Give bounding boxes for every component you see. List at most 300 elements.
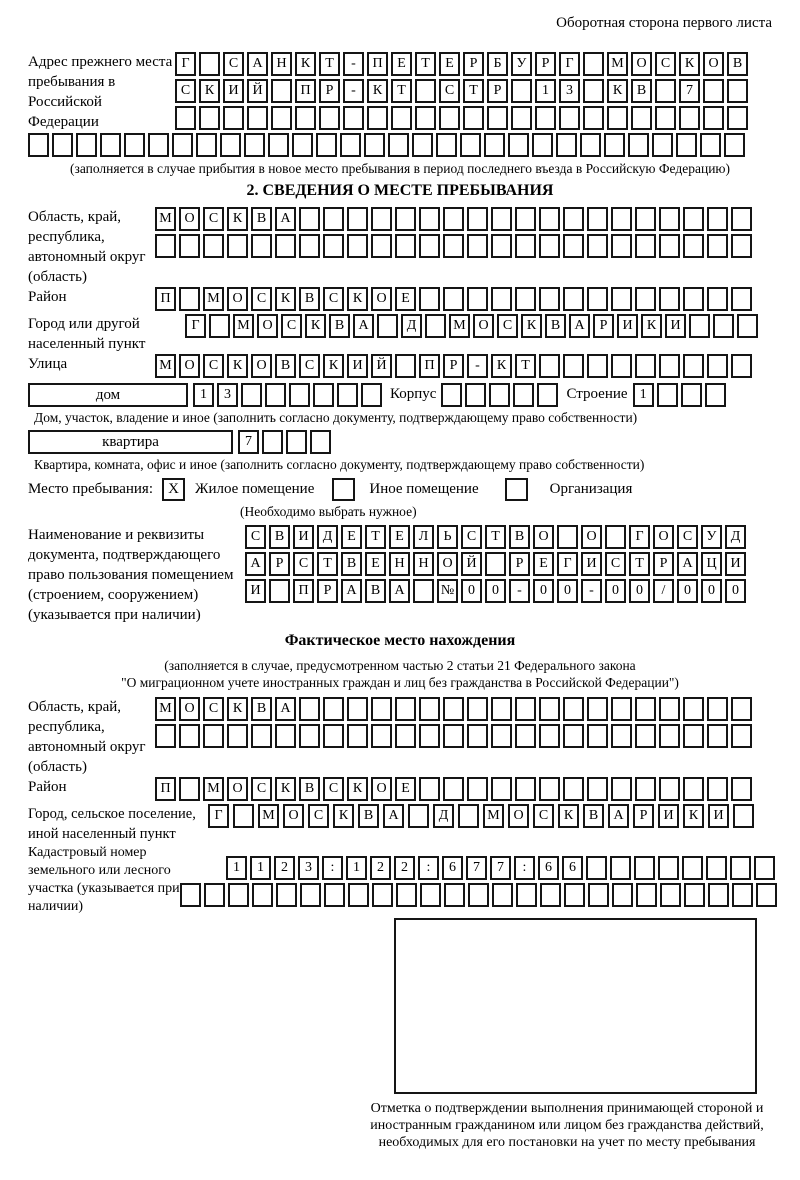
char-cell[interactable]: [731, 287, 752, 311]
char-cell[interactable]: [371, 724, 392, 748]
char-cell[interactable]: [271, 79, 292, 103]
char-cell[interactable]: С: [245, 525, 266, 549]
char-cell[interactable]: [323, 234, 344, 258]
char-cell[interactable]: Т: [629, 552, 650, 576]
char-cell[interactable]: [611, 724, 632, 748]
char-cell[interactable]: К: [275, 777, 296, 801]
char-cell[interactable]: О: [653, 525, 674, 549]
char-cell[interactable]: [515, 697, 536, 721]
char-cell[interactable]: [635, 697, 656, 721]
char-cell[interactable]: [367, 106, 388, 130]
char-cell[interactable]: 6: [562, 856, 583, 880]
char-cell[interactable]: О: [371, 287, 392, 311]
stay-option-other-checkbox[interactable]: [332, 478, 355, 501]
char-cell[interactable]: В: [251, 697, 272, 721]
char-cell[interactable]: [659, 724, 680, 748]
char-cell[interactable]: [682, 856, 703, 880]
char-cell[interactable]: [292, 133, 313, 157]
char-cell[interactable]: [439, 106, 460, 130]
char-cell[interactable]: [196, 133, 217, 157]
char-cell[interactable]: [635, 234, 656, 258]
char-cell[interactable]: [610, 856, 631, 880]
char-cell[interactable]: К: [305, 314, 326, 338]
char-cell[interactable]: [286, 430, 307, 454]
char-cell[interactable]: [652, 133, 673, 157]
char-cell[interactable]: [539, 724, 560, 748]
char-cell[interactable]: [587, 287, 608, 311]
char-cell[interactable]: О: [179, 697, 200, 721]
char-cell[interactable]: Д: [401, 314, 422, 338]
char-cell[interactable]: [539, 234, 560, 258]
char-cell[interactable]: А: [389, 579, 410, 603]
char-cell[interactable]: [754, 856, 775, 880]
char-cell[interactable]: [233, 804, 254, 828]
char-cell[interactable]: -: [343, 52, 364, 76]
char-cell[interactable]: О: [251, 354, 272, 378]
char-cell[interactable]: В: [365, 579, 386, 603]
char-cell[interactable]: [607, 106, 628, 130]
char-cell[interactable]: [587, 354, 608, 378]
char-cell[interactable]: [732, 883, 753, 907]
char-cell[interactable]: 1: [193, 383, 214, 407]
char-cell[interactable]: [635, 207, 656, 231]
char-cell[interactable]: [706, 856, 727, 880]
char-cell[interactable]: [730, 856, 751, 880]
char-cell[interactable]: Р: [593, 314, 614, 338]
char-cell[interactable]: [299, 724, 320, 748]
char-cell[interactable]: Г: [559, 52, 580, 76]
char-cell[interactable]: [731, 724, 752, 748]
char-cell[interactable]: [515, 207, 536, 231]
char-cell[interactable]: [395, 697, 416, 721]
char-cell[interactable]: О: [473, 314, 494, 338]
char-cell[interactable]: Г: [185, 314, 206, 338]
char-cell[interactable]: [484, 133, 505, 157]
char-cell[interactable]: Р: [653, 552, 674, 576]
char-cell[interactable]: С: [293, 552, 314, 576]
char-cell[interactable]: [611, 287, 632, 311]
char-cell[interactable]: [733, 804, 754, 828]
char-cell[interactable]: К: [683, 804, 704, 828]
char-cell[interactable]: Р: [487, 79, 508, 103]
char-cell[interactable]: [251, 234, 272, 258]
char-cell[interactable]: [635, 724, 656, 748]
char-cell[interactable]: С: [323, 777, 344, 801]
char-cell[interactable]: [731, 354, 752, 378]
char-cell[interactable]: Е: [341, 525, 362, 549]
char-cell[interactable]: [124, 133, 145, 157]
char-cell[interactable]: Г: [629, 525, 650, 549]
char-cell[interactable]: [465, 383, 486, 407]
char-cell[interactable]: [347, 697, 368, 721]
char-cell[interactable]: [611, 207, 632, 231]
char-cell[interactable]: Е: [395, 777, 416, 801]
char-cell[interactable]: [660, 883, 681, 907]
char-cell[interactable]: М: [449, 314, 470, 338]
char-cell[interactable]: С: [203, 354, 224, 378]
char-cell[interactable]: [443, 234, 464, 258]
char-cell[interactable]: [659, 287, 680, 311]
char-cell[interactable]: [227, 234, 248, 258]
char-cell[interactable]: [556, 133, 577, 157]
char-cell[interactable]: [395, 354, 416, 378]
char-cell[interactable]: К: [295, 52, 316, 76]
char-cell[interactable]: И: [347, 354, 368, 378]
char-cell[interactable]: Е: [533, 552, 554, 576]
char-cell[interactable]: А: [608, 804, 629, 828]
char-cell[interactable]: [276, 883, 297, 907]
char-cell[interactable]: [361, 383, 382, 407]
char-cell[interactable]: [605, 525, 626, 549]
char-cell[interactable]: [657, 383, 678, 407]
char-cell[interactable]: [683, 287, 704, 311]
char-cell[interactable]: [587, 724, 608, 748]
char-cell[interactable]: [563, 207, 584, 231]
char-cell[interactable]: [244, 133, 265, 157]
char-cell[interactable]: [540, 883, 561, 907]
char-cell[interactable]: [323, 697, 344, 721]
char-cell[interactable]: [415, 106, 436, 130]
char-cell[interactable]: [444, 883, 465, 907]
char-cell[interactable]: Й: [461, 552, 482, 576]
char-cell[interactable]: 0: [485, 579, 506, 603]
char-cell[interactable]: А: [569, 314, 590, 338]
char-cell[interactable]: [491, 234, 512, 258]
char-cell[interactable]: [463, 106, 484, 130]
char-cell[interactable]: А: [275, 207, 296, 231]
char-cell[interactable]: М: [258, 804, 279, 828]
char-cell[interactable]: [707, 287, 728, 311]
char-cell[interactable]: [227, 724, 248, 748]
char-cell[interactable]: [299, 234, 320, 258]
char-cell[interactable]: В: [545, 314, 566, 338]
char-cell[interactable]: [636, 883, 657, 907]
char-cell[interactable]: К: [521, 314, 542, 338]
char-cell[interactable]: [199, 106, 220, 130]
char-cell[interactable]: [631, 106, 652, 130]
char-cell[interactable]: [683, 777, 704, 801]
char-cell[interactable]: Б: [487, 52, 508, 76]
char-cell[interactable]: [412, 133, 433, 157]
stay-option-residential-checkbox[interactable]: X: [162, 478, 185, 501]
char-cell[interactable]: [347, 207, 368, 231]
char-cell[interactable]: [180, 883, 201, 907]
char-cell[interactable]: [199, 52, 220, 76]
char-cell[interactable]: К: [347, 777, 368, 801]
char-cell[interactable]: [612, 883, 633, 907]
char-cell[interactable]: А: [341, 579, 362, 603]
char-cell[interactable]: [611, 234, 632, 258]
char-cell[interactable]: [700, 133, 721, 157]
char-cell[interactable]: Д: [317, 525, 338, 549]
char-cell[interactable]: Р: [317, 579, 338, 603]
char-cell[interactable]: 2: [274, 856, 295, 880]
char-cell[interactable]: [443, 777, 464, 801]
char-cell[interactable]: [28, 133, 49, 157]
char-cell[interactable]: Й: [371, 354, 392, 378]
char-cell[interactable]: В: [299, 777, 320, 801]
char-cell[interactable]: Е: [439, 52, 460, 76]
char-cell[interactable]: -: [343, 79, 364, 103]
char-cell[interactable]: [511, 106, 532, 130]
char-cell[interactable]: [395, 234, 416, 258]
char-cell[interactable]: Р: [509, 552, 530, 576]
char-cell[interactable]: [310, 430, 331, 454]
char-cell[interactable]: [492, 883, 513, 907]
char-cell[interactable]: [209, 314, 230, 338]
char-cell[interactable]: [604, 133, 625, 157]
char-cell[interactable]: [515, 287, 536, 311]
char-cell[interactable]: С: [439, 79, 460, 103]
char-cell[interactable]: К: [275, 287, 296, 311]
char-cell[interactable]: [268, 133, 289, 157]
char-cell[interactable]: [419, 777, 440, 801]
char-cell[interactable]: [396, 883, 417, 907]
char-cell[interactable]: 0: [605, 579, 626, 603]
char-cell[interactable]: [703, 106, 724, 130]
char-cell[interactable]: [372, 883, 393, 907]
char-cell[interactable]: [683, 234, 704, 258]
char-cell[interactable]: [655, 79, 676, 103]
char-cell[interactable]: [371, 207, 392, 231]
char-cell[interactable]: [659, 777, 680, 801]
char-cell[interactable]: О: [533, 525, 554, 549]
char-cell[interactable]: И: [223, 79, 244, 103]
char-cell[interactable]: [443, 697, 464, 721]
char-cell[interactable]: [708, 883, 729, 907]
char-cell[interactable]: С: [655, 52, 676, 76]
char-cell[interactable]: [713, 314, 734, 338]
char-cell[interactable]: О: [437, 552, 458, 576]
char-cell[interactable]: [515, 724, 536, 748]
char-cell[interactable]: Е: [365, 552, 386, 576]
char-cell[interactable]: [420, 883, 441, 907]
char-cell[interactable]: Г: [175, 52, 196, 76]
char-cell[interactable]: [262, 430, 283, 454]
char-cell[interactable]: О: [227, 287, 248, 311]
char-cell[interactable]: 7: [490, 856, 511, 880]
char-cell[interactable]: Р: [269, 552, 290, 576]
char-cell[interactable]: Т: [317, 552, 338, 576]
char-cell[interactable]: [586, 856, 607, 880]
char-cell[interactable]: П: [367, 52, 388, 76]
char-cell[interactable]: К: [679, 52, 700, 76]
char-cell[interactable]: М: [203, 777, 224, 801]
char-cell[interactable]: 1: [535, 79, 556, 103]
char-cell[interactable]: Д: [433, 804, 454, 828]
char-cell[interactable]: В: [727, 52, 748, 76]
char-cell[interactable]: [220, 133, 241, 157]
char-cell[interactable]: [628, 133, 649, 157]
char-cell[interactable]: [323, 207, 344, 231]
char-cell[interactable]: [443, 724, 464, 748]
char-cell[interactable]: О: [581, 525, 602, 549]
char-cell[interactable]: [539, 777, 560, 801]
char-cell[interactable]: 6: [538, 856, 559, 880]
char-cell[interactable]: М: [155, 697, 176, 721]
char-cell[interactable]: [683, 207, 704, 231]
char-cell[interactable]: Е: [395, 287, 416, 311]
char-cell[interactable]: [731, 207, 752, 231]
char-cell[interactable]: И: [245, 579, 266, 603]
char-cell[interactable]: [583, 79, 604, 103]
char-cell[interactable]: [563, 724, 584, 748]
char-cell[interactable]: [587, 697, 608, 721]
char-cell[interactable]: [52, 133, 73, 157]
char-cell[interactable]: У: [511, 52, 532, 76]
char-cell[interactable]: [76, 133, 97, 157]
char-cell[interactable]: [659, 697, 680, 721]
char-cell[interactable]: С: [281, 314, 302, 338]
char-cell[interactable]: 0: [557, 579, 578, 603]
char-cell[interactable]: [635, 354, 656, 378]
char-cell[interactable]: [443, 207, 464, 231]
char-cell[interactable]: [588, 883, 609, 907]
char-cell[interactable]: [611, 354, 632, 378]
char-cell[interactable]: Т: [365, 525, 386, 549]
char-cell[interactable]: [395, 207, 416, 231]
char-cell[interactable]: 2: [394, 856, 415, 880]
char-cell[interactable]: [467, 697, 488, 721]
char-cell[interactable]: [252, 883, 273, 907]
char-cell[interactable]: [539, 697, 560, 721]
char-cell[interactable]: [635, 287, 656, 311]
char-cell[interactable]: [563, 287, 584, 311]
char-cell[interactable]: 1: [250, 856, 271, 880]
char-cell[interactable]: С: [203, 207, 224, 231]
char-cell[interactable]: С: [299, 354, 320, 378]
char-cell[interactable]: С: [461, 525, 482, 549]
char-cell[interactable]: А: [275, 697, 296, 721]
char-cell[interactable]: П: [295, 79, 316, 103]
char-cell[interactable]: К: [333, 804, 354, 828]
char-cell[interactable]: В: [631, 79, 652, 103]
char-cell[interactable]: К: [199, 79, 220, 103]
char-cell[interactable]: Н: [389, 552, 410, 576]
char-cell[interactable]: [395, 724, 416, 748]
char-cell[interactable]: [679, 106, 700, 130]
char-cell[interactable]: [513, 383, 534, 407]
char-cell[interactable]: [537, 383, 558, 407]
char-cell[interactable]: 0: [533, 579, 554, 603]
char-cell[interactable]: [737, 314, 758, 338]
char-cell[interactable]: О: [227, 777, 248, 801]
char-cell[interactable]: М: [203, 287, 224, 311]
char-cell[interactable]: [731, 777, 752, 801]
char-cell[interactable]: [485, 552, 506, 576]
char-cell[interactable]: [419, 207, 440, 231]
char-cell[interactable]: [587, 234, 608, 258]
char-cell[interactable]: К: [491, 354, 512, 378]
char-cell[interactable]: 0: [461, 579, 482, 603]
char-cell[interactable]: С: [323, 287, 344, 311]
char-cell[interactable]: [583, 52, 604, 76]
char-cell[interactable]: [491, 777, 512, 801]
char-cell[interactable]: О: [283, 804, 304, 828]
char-cell[interactable]: 6: [442, 856, 463, 880]
char-cell[interactable]: Й: [247, 79, 268, 103]
char-cell[interactable]: С: [533, 804, 554, 828]
char-cell[interactable]: [563, 697, 584, 721]
char-cell[interactable]: [371, 697, 392, 721]
char-cell[interactable]: [468, 883, 489, 907]
char-cell[interactable]: [683, 724, 704, 748]
stay-option-organization-checkbox[interactable]: [505, 478, 528, 501]
char-cell[interactable]: [563, 777, 584, 801]
char-cell[interactable]: [515, 777, 536, 801]
char-cell[interactable]: И: [665, 314, 686, 338]
char-cell[interactable]: О: [179, 354, 200, 378]
char-cell[interactable]: [611, 697, 632, 721]
char-cell[interactable]: С: [308, 804, 329, 828]
char-cell[interactable]: [203, 724, 224, 748]
char-cell[interactable]: [707, 777, 728, 801]
char-cell[interactable]: [388, 133, 409, 157]
char-cell[interactable]: [204, 883, 225, 907]
char-cell[interactable]: [587, 777, 608, 801]
char-cell[interactable]: Н: [271, 52, 292, 76]
char-cell[interactable]: А: [383, 804, 404, 828]
char-cell[interactable]: [727, 79, 748, 103]
char-cell[interactable]: Д: [725, 525, 746, 549]
char-cell[interactable]: [443, 287, 464, 311]
char-cell[interactable]: [635, 777, 656, 801]
char-cell[interactable]: [491, 724, 512, 748]
char-cell[interactable]: К: [323, 354, 344, 378]
char-cell[interactable]: [203, 234, 224, 258]
char-cell[interactable]: -: [467, 354, 488, 378]
char-cell[interactable]: О: [179, 207, 200, 231]
char-cell[interactable]: [300, 883, 321, 907]
char-cell[interactable]: М: [155, 207, 176, 231]
char-cell[interactable]: А: [245, 552, 266, 576]
char-cell[interactable]: [467, 287, 488, 311]
char-cell[interactable]: [413, 579, 434, 603]
char-cell[interactable]: О: [371, 777, 392, 801]
char-cell[interactable]: [271, 106, 292, 130]
char-cell[interactable]: В: [275, 354, 296, 378]
char-cell[interactable]: [467, 724, 488, 748]
char-cell[interactable]: В: [329, 314, 350, 338]
char-cell[interactable]: М: [607, 52, 628, 76]
char-cell[interactable]: Е: [389, 525, 410, 549]
char-cell[interactable]: [275, 234, 296, 258]
char-cell[interactable]: -: [581, 579, 602, 603]
char-cell[interactable]: [340, 133, 361, 157]
char-cell[interactable]: [179, 777, 200, 801]
char-cell[interactable]: С: [677, 525, 698, 549]
char-cell[interactable]: [727, 106, 748, 130]
char-cell[interactable]: 0: [629, 579, 650, 603]
char-cell[interactable]: [659, 207, 680, 231]
char-cell[interactable]: У: [701, 525, 722, 549]
char-cell[interactable]: [487, 106, 508, 130]
char-cell[interactable]: 1: [633, 383, 654, 407]
char-cell[interactable]: К: [607, 79, 628, 103]
char-cell[interactable]: С: [251, 777, 272, 801]
char-cell[interactable]: М: [483, 804, 504, 828]
char-cell[interactable]: [516, 883, 537, 907]
char-cell[interactable]: [324, 883, 345, 907]
char-cell[interactable]: Т: [515, 354, 536, 378]
char-cell[interactable]: [425, 314, 446, 338]
char-cell[interactable]: Г: [208, 804, 229, 828]
char-cell[interactable]: [347, 724, 368, 748]
char-cell[interactable]: [337, 383, 358, 407]
char-cell[interactable]: [148, 133, 169, 157]
char-cell[interactable]: [371, 234, 392, 258]
char-cell[interactable]: Л: [413, 525, 434, 549]
